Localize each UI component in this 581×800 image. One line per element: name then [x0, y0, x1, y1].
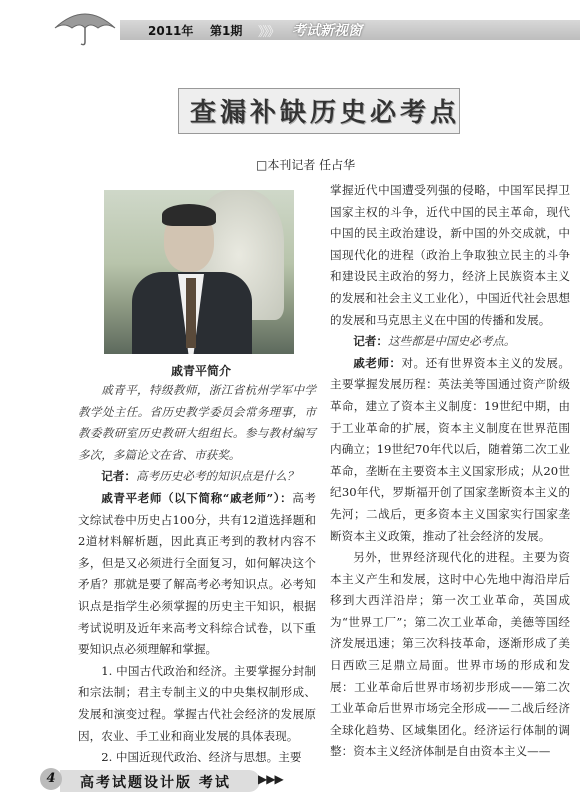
photo-hair	[162, 204, 216, 226]
paragraph	[330, 353, 570, 547]
footer-tag: 考试	[198, 775, 231, 791]
speaker-label: 记者：	[101, 469, 136, 484]
speaker-label: 戚老师：	[353, 355, 402, 370]
header-column-name: 考试新视窗	[292, 23, 362, 39]
paragraph	[78, 661, 316, 747]
page-header	[0, 0, 581, 48]
portrait-photo	[104, 190, 294, 354]
paragraph-text: 这些都是中国史必考点。	[387, 334, 516, 349]
page-number: 4	[40, 768, 62, 790]
speaker-label: 记者：	[353, 334, 388, 349]
umbrella-icon	[50, 6, 120, 46]
paragraph	[330, 331, 570, 353]
paragraph-text: 高考历史必考的知识点是什么？	[135, 469, 299, 484]
paragraph	[78, 466, 316, 488]
paragraph	[78, 488, 316, 661]
paragraph-text: 另外，世界经济现代化的进程。主要为资本主义产生和发展，这时中心先地中海沿岸后移到大西洋沿岸；第一次工业革命，英国成为“世界工厂”；第二次工业革命，美德等国经济发展迅速；第三次科技革命，逐渐形成了美日西欧三足鼎立局面。世界市场的形成和发展：工业革命后世界市场初步形成——第二次工业革命后世界市场完全形成——二战后经济全球化趋势、区域集团化。经济运行体制的调整：资本主义经济体制是自由资本主义——	[330, 550, 570, 759]
footer-label	[80, 772, 231, 792]
paragraph-text: 2. 中国近现代政治、经济与思想。主要	[101, 750, 302, 765]
profile-title: 戚青平简介	[171, 364, 232, 378]
left-column	[78, 380, 316, 769]
paragraph-text: 高考文综试卷中历史占100分，共有12道选择题和2道材料解析题，因此真正考到的教材内容不多，但是又必须进行全面复习，如何解决这个矛盾？那就是要了解高考必考知识点。必考知识点是指学生必须掌握的历史主干知识，根据考试说明及近年来高考文科综合试卷，以下重要知识点必须理解和掌握。	[78, 490, 316, 657]
header-year: 2011年	[148, 24, 194, 38]
footer-arrows: ▶▶▶	[258, 772, 283, 786]
byline: □本刊记者 任占华	[256, 158, 356, 172]
speaker-label: 戚青平老师（以下简称“戚老师”）：	[101, 490, 293, 505]
footer-label-main: 高考试题设计版	[80, 775, 192, 791]
photo-tie	[186, 278, 196, 348]
page-footer	[0, 760, 581, 800]
paragraph-text: 掌握近代中国遭受列强的侵略，中国军民捍卫国家主权的斗争，近代中国的民主革命，现代中国的民主政治建设，新中国的外交成就，中国现代化的进程（政治上争取独立民主的斗争和建设民主政治的努力，经济上民族资本主义的发展和社会主义工业化），中国近代社会思想的发展和马克思主义在中国的传播和发展。	[330, 183, 570, 327]
article-title: 查漏补缺历史必考点	[190, 98, 461, 128]
paragraph-text: 对。还有世界资本主义的发展。主要掌握发展历程：英法美等国通过资产阶级革命，建立了资本主义制度：19世纪中期，由于工业革命的扩展，资本主义制度在世界范围内确立；19世纪70年代以后，随着第二次工业革命，垄断在主要资本主义国家形成；从20世纪30年代，罗斯福开创了国家垄断资本主义的先河；二战后，更多资本主义国家实行国家垄断资本主义政策，推动了社会经济的发展。	[330, 355, 570, 543]
header-issue: 第1期	[210, 24, 243, 38]
header-arrows: 》》》	[258, 25, 279, 40]
paragraph-text: 1. 中国古代政治和经济。主要掌握分封制和宗法制；君主专制主义的中央集权制形成、发展和演变过程。掌握古代社会经济的发展原因，农业、手工业和商业发展的具体表现。	[78, 663, 316, 743]
paragraph	[330, 547, 570, 763]
right-column	[330, 180, 570, 763]
profile-text: 戚青平，特级教师，浙江省杭州学军中学教学处主任。省历史教学委员会常务理事，市教委教研室历史教研大组组长。参与教材编写多次，多篇论文在省、市获奖。	[78, 383, 316, 462]
paragraph	[330, 180, 570, 331]
